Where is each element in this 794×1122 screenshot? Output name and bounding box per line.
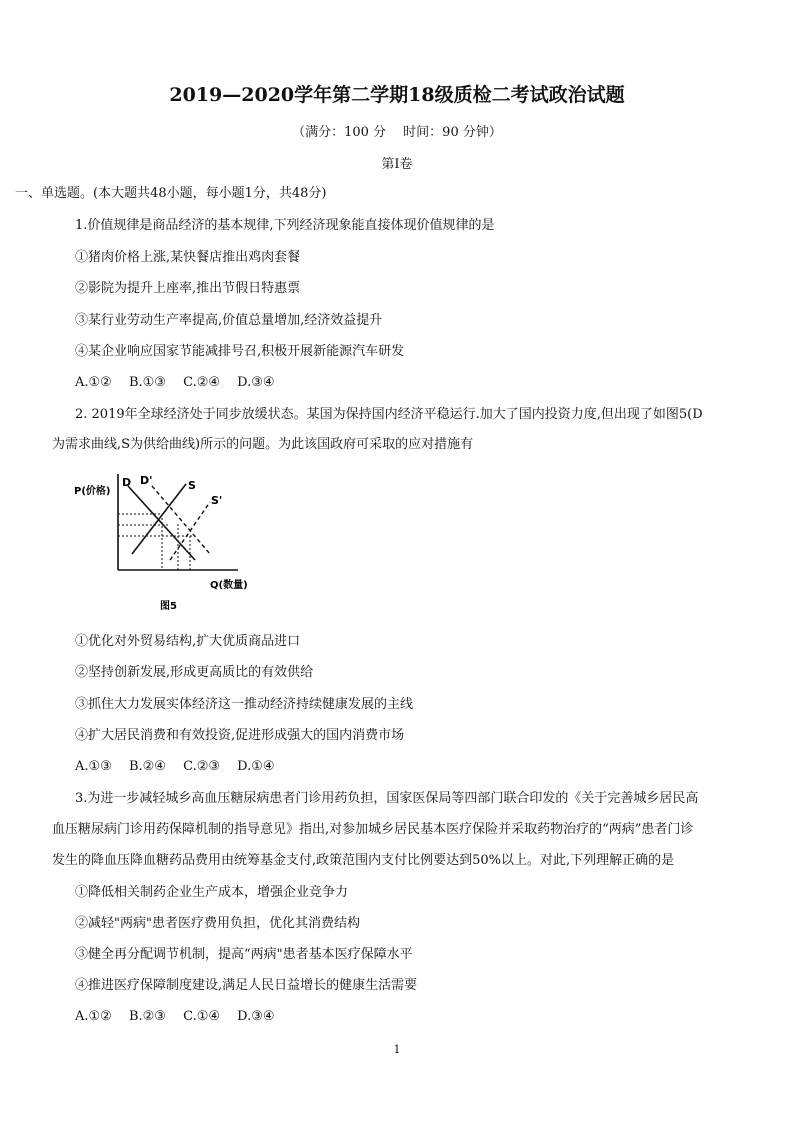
- x-axis-label: Q(数量): [210, 580, 248, 591]
- curve-label-s-prime: S': [211, 494, 223, 507]
- q1-answers: A.①② B.①③ C.②④ D.③④: [75, 375, 275, 390]
- q1-option: ④某企业响应国家节能减排号召,积极开展新能源汽车研发: [75, 344, 405, 359]
- volume-label: 第Ⅰ卷: [381, 157, 413, 172]
- q3-option: ③健全再分配调节机制，提高“两病"患者基本医疗保障水平: [75, 947, 413, 962]
- curve-label-s: S: [188, 479, 196, 492]
- q3-stem: 3.为进一步减轻城乡高血压糖尿病患者门诊用药负担，国家医保局等四部门联合印发的《关于完善城乡居民高: [75, 791, 699, 806]
- section-heading: 一、单选题。(本大题共48小题，每小题1分，共48分): [15, 186, 327, 201]
- q3-stem-cont: 发生的降血压降血糖药品费用由统筹基金支付,政策范围内支付比例要达到50%以上。对此,下列理解正确的是: [52, 853, 675, 868]
- figure-caption: 图5: [160, 601, 177, 612]
- exam-subtitle: （满分：100 分 时间：90 分钟）: [292, 125, 502, 140]
- q1-stem: 1.价值规律是商品经济的基本规律,下列经济现象能直接体现价值规律的是: [75, 218, 495, 233]
- q1-option: ③某行业劳动生产率提高,价值总量增加,经济效益提升: [75, 313, 383, 328]
- q2-option: ①优化对外贸易结构,扩大优质商品进口: [75, 634, 301, 649]
- q3-stem-cont: 血压糖尿病门诊用药保障机制的指导意见》指出,对参加城乡居民基本医疗保险并采取药物治疗的“两病”患者门诊: [52, 822, 694, 837]
- q2-option: ②坚持创新发展,形成更高质比的有效供给: [75, 665, 314, 680]
- q2-option: ④扩大居民消费和有效投资,促进形成强大的国内消费市场: [75, 728, 405, 743]
- supply-curve-s: [132, 484, 186, 554]
- q2-option: ③抓住大力发展实体经济这一推动经济持续健康发展的主线: [75, 697, 414, 712]
- q1-option: ②影院为提升上座率,推出节假日特惠票: [75, 281, 301, 296]
- q2-answers: A.①③ B.②④ C.②③ D.①④: [75, 759, 275, 774]
- supply-demand-figure: [70, 462, 250, 622]
- q2-stem-cont: 为需求曲线,S为供给曲线)所示的问题。为此该国政府可采取的应对措施有: [52, 437, 474, 452]
- exam-title: 2019—2020学年第二学期18级质检二考试政治试题: [169, 84, 625, 106]
- curve-label-d-prime: D': [140, 474, 153, 487]
- q3-answers: A.①② B.②③ C.①④ D.③④: [75, 1009, 275, 1024]
- page-number: 1: [393, 1043, 401, 1056]
- q3-option: ②减轻"两病"患者医疗费用负担，优化其消费结构: [75, 916, 360, 931]
- q1-option: ①猪肉价格上涨,某快餐店推出鸡肉套餐: [75, 250, 301, 265]
- q3-option: ①降低相关制药企业生产成本，增强企业竞争力: [75, 885, 349, 900]
- q2-stem: 2. 2019年全球经济处于同步放缓状态。某国为保持国内经济平稳运行.加大了国内投资力度,但出现了如图5(D: [75, 407, 703, 422]
- q3-option: ④推进医疗保障制度建设,满足人民日益增长的健康生活需要: [75, 978, 418, 993]
- curve-label-d: D: [122, 476, 132, 489]
- supply-curve-s-prime: [170, 502, 210, 560]
- y-axis-label: P(价格): [74, 486, 111, 497]
